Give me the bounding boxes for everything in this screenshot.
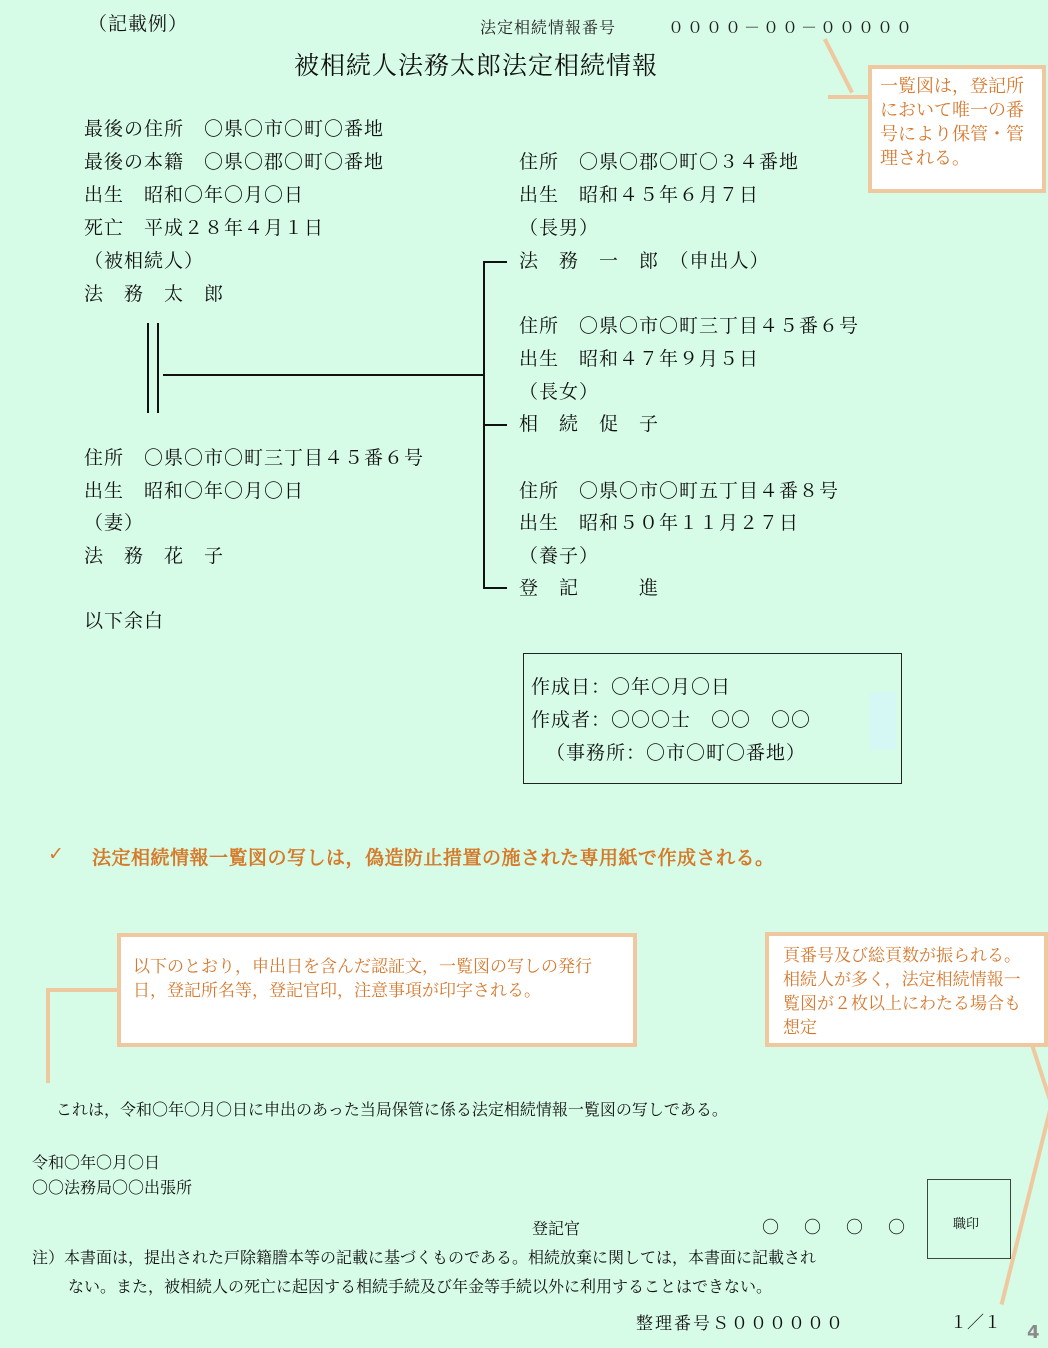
callout-leader-line (46, 988, 120, 992)
decedent-name: 法 務 太 郎 (84, 283, 225, 305)
callout-page-numbers: 頁番号及び総頁数が振られる。相続人が多く，法定相続情報一覧図が２枚以上にわたる場合も想定 (765, 932, 1048, 1047)
decedent-last-domicile: 最後の本籍 〇県〇郡〇町〇番地 (84, 151, 385, 173)
child-1-address: 住所 〇県〇郡〇町〇３４番地 (519, 151, 800, 173)
callout-leader-line (1030, 1044, 1048, 1112)
page-of-total: １／１ (950, 1313, 1001, 1333)
spouse-birth: 出生 昭和〇年〇月〇日 (84, 480, 305, 502)
decedent-birth: 出生 昭和〇年〇月〇日 (84, 184, 305, 206)
remainder-blank: 以下余白 (84, 610, 165, 632)
created-date: 作成日：〇年〇月〇日 (531, 676, 732, 698)
child-2-birth: 出生 昭和４７年９月５日 (519, 348, 760, 370)
child-2-name: 相 続 促 子 (519, 413, 660, 435)
child-branch-2 (483, 424, 507, 426)
child-2-relation: （長女） (519, 381, 600, 403)
official-seal-box (927, 1179, 1011, 1259)
child-branch-1 (483, 261, 507, 263)
marriage-line-left (147, 323, 149, 413)
child-3-name: 登 記 進 (519, 577, 660, 599)
child-2-address: 住所 〇県〇市〇町三丁目４５番６号 (519, 315, 860, 337)
creator-name: 作成者：〇〇〇士 〇〇 〇〇 (531, 709, 812, 731)
registry-office: 〇〇法務局〇〇出張所 (32, 1178, 193, 1197)
family-connector-horizontal (163, 374, 484, 376)
child-3-birth: 出生 昭和５０年１１月２７日 (519, 512, 800, 534)
creator-office: （事務所：〇市〇町〇番地） (546, 742, 807, 764)
spouse-address: 住所 〇県〇市〇町三丁目４５番６号 (84, 447, 425, 469)
registrar-name: 〇 〇 〇 〇 (762, 1218, 909, 1238)
child-1-birth: 出生 昭和４５年６月７日 (519, 184, 760, 206)
decedent-relation: （被相続人） (84, 250, 205, 272)
callout-leader-line (823, 38, 854, 93)
note-line-1: 注）本書面は，提出された戸除籍謄本等の記載に基づくものである。相続放棄に関しては，本書面に記載され (32, 1248, 817, 1267)
decedent-last-address: 最後の住所 〇県〇市〇町〇番地 (84, 118, 385, 140)
serial-number: 整理番号Ｓ００００００ (636, 1314, 845, 1334)
child-1-relation: （長男） (519, 217, 600, 239)
spouse-relation: （妻） (84, 512, 145, 534)
highlight-mark (870, 692, 896, 750)
child-1-name: 法 務 一 郎 （申出人） (519, 250, 770, 272)
spouse-name: 法 務 花 子 (84, 545, 225, 567)
special-paper-note: 法定相続情報一覧図の写しは，偽造防止措置の施された専用紙で作成される。 (92, 847, 775, 869)
child-branch-3 (483, 587, 507, 589)
info-number-label: 法定相続情報番号 (480, 18, 617, 37)
decedent-death: 死亡 平成２８年４月１日 (84, 217, 325, 239)
creator-box (523, 653, 902, 784)
certification-statement: これは，令和〇年〇月〇日に申出のあった当局保管に係る法定相続情報一覧図の写しである。 (56, 1100, 728, 1119)
example-label: （記載例） (88, 13, 189, 35)
child-3-address: 住所 〇県〇市〇町五丁目４番８号 (519, 480, 840, 502)
callout-certification: 以下のとおり，申出日を含んだ認証文，一覧図の写しの発行日，登記所名等，登記官印，注意事項が印字される。 (117, 933, 637, 1047)
note-line-2: ない。また，被相続人の死亡に起因する相続手続及び年金等手続以外に利用することはできない。 (68, 1277, 773, 1296)
slide-page-number: 4 (1027, 1322, 1040, 1343)
info-number-value: ００００－００－０００００ (668, 18, 916, 37)
issue-date: 令和〇年〇月〇日 (32, 1153, 161, 1172)
child-3-relation: （養子） (519, 545, 600, 567)
seal-label: 職印 (953, 1217, 980, 1232)
callout-leader-line (828, 95, 873, 99)
callout-unique-number: 一覧図は，登記所において唯一の番号により保管・管理される。 (868, 65, 1046, 193)
check-icon: ✓ (48, 843, 65, 865)
callout-leader-line (46, 988, 50, 1083)
marriage-line-right (157, 323, 159, 413)
page-title: 被相続人法務太郎法定相続情報 (294, 51, 659, 80)
registrar-label: 登記官 (532, 1219, 581, 1238)
